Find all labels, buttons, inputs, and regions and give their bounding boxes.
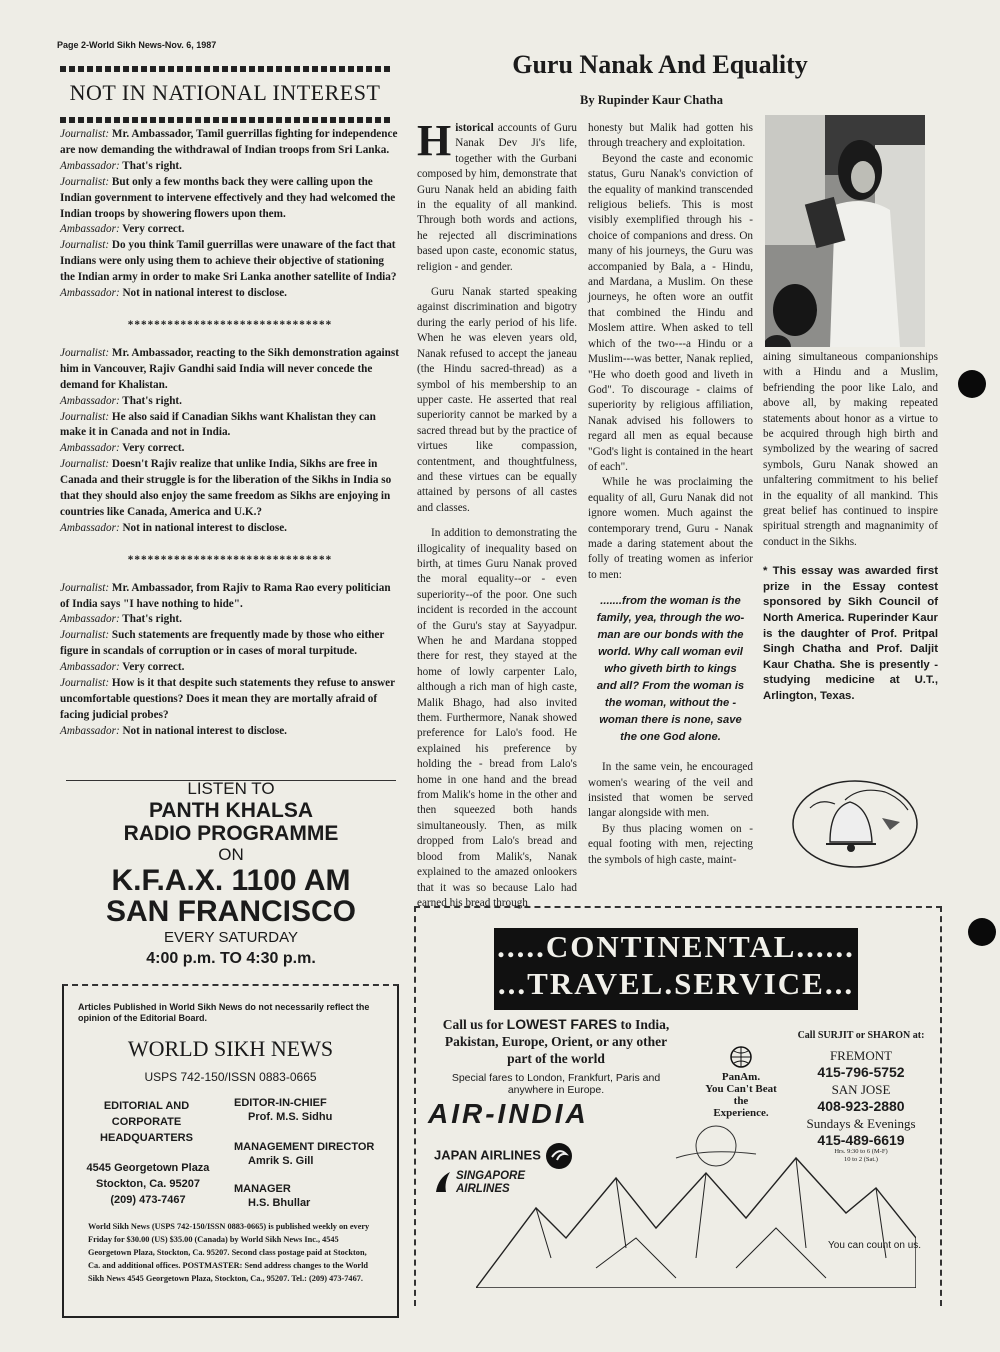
quote-line: woman there is none, save bbox=[599, 714, 742, 727]
panam-line: You Can't Beat bbox=[705, 1083, 777, 1095]
article-photo bbox=[765, 115, 925, 347]
ad-callout bbox=[436, 1016, 676, 1067]
radio-programme-name: PANTH KHALSA bbox=[148, 799, 314, 822]
interview-text: Very correct. bbox=[122, 661, 185, 674]
city-san-jose: SAN JOSE bbox=[831, 1082, 891, 1097]
quote-line: who giveth birth to kings bbox=[604, 663, 737, 676]
usps-number: USPS 742-150/ISSN 0883-0665 bbox=[144, 1070, 317, 1084]
page-folio: Page 2-World Sikh News-Nov. 6, 1987 bbox=[57, 40, 217, 50]
hq-line: HEADQUARTERS bbox=[100, 1132, 193, 1144]
speaker-label: Ambassador: bbox=[60, 223, 120, 236]
ad-banner bbox=[494, 928, 858, 1010]
binder-hole bbox=[968, 918, 996, 946]
hq-line: EDITORIAL AND bbox=[103, 1100, 190, 1112]
address-line: 4545 Georgetown Plaza bbox=[86, 1162, 210, 1174]
speaker-label: Journalist: bbox=[60, 239, 110, 252]
manager-name: H.S. Bhullar bbox=[248, 1197, 311, 1209]
quote-line: .......from the woman is the bbox=[600, 595, 741, 608]
quote-line: the one God alone. bbox=[620, 731, 721, 744]
interview-line bbox=[60, 286, 400, 302]
interview-text: That's right. bbox=[122, 613, 182, 626]
binder-hole bbox=[958, 370, 986, 398]
speaker-label: Journalist: bbox=[60, 346, 110, 359]
air-india-logo: AIR-INDIA bbox=[428, 1098, 589, 1129]
article-column-1 bbox=[417, 116, 577, 911]
speaker-label: Journalist: bbox=[60, 128, 110, 140]
ad-tagline: You can count on us. bbox=[828, 1240, 922, 1251]
speaker-label: Journalist: bbox=[60, 175, 110, 188]
interview-text: Very correct. bbox=[122, 223, 185, 236]
travel-ad bbox=[414, 906, 942, 1306]
headquarters-address bbox=[78, 1160, 218, 1208]
lead-word: istorical bbox=[455, 122, 494, 134]
address-line: (209) 473-7467 bbox=[110, 1194, 186, 1206]
panam-line: the bbox=[733, 1095, 749, 1107]
scripture-quote bbox=[588, 593, 753, 746]
radio-programme-name-2: RADIO PROGRAMME bbox=[123, 822, 339, 845]
interview-line bbox=[60, 159, 400, 175]
editor-name: Prof. M.S. Sidhu bbox=[248, 1111, 333, 1123]
editor-role: EDITOR-IN-CHIEF bbox=[234, 1097, 327, 1109]
paragraph: Guru Nanak started speaking against discrimination and bigotry during the early period of his life. When he was eleven years old, Nanak refused to accept the janeau (the Hindu sacred-thread) as a symbol of his membership to an upper caste. He asserted that real superiority cannot be marked by a sacred thread but by the practice of virtues like compassion, contentment, and thoughtfulness, and these virtues can be equally attained by persons of all castes and classes. bbox=[417, 286, 577, 514]
interview-text: Doesn't Rajiv realize that unlike India, Sikhs are free in Canada and their struggle is for the liberation of the Sikhs in India so that they should also enjoy the same freedom as Sikhs are enjoying in countries like Canada, America and U.K.? bbox=[60, 458, 392, 518]
interview-line bbox=[60, 521, 400, 537]
callout-emphasis: LOWEST FARES bbox=[506, 1016, 618, 1032]
paper-name: WORLD SIKH NEWS bbox=[127, 1036, 334, 1061]
paragraph: aining simultaneous companionships with a Hindu and a Muslim, befriending the poor like Lalo, and above all, by making repeated statements about honor as a virtue to be acquired through high birth and symbolized by the wearing of sacred symbols, Guru Nanak showed an unfaltering commitment to his belief in the equality of all mankind. This great belief has continued to inspire spiritual strength and magnanimity of conduct in the Sikhs. bbox=[763, 351, 938, 548]
lead-paragraph bbox=[417, 116, 577, 275]
interview-line bbox=[60, 660, 400, 676]
interview-text: That's right. bbox=[122, 394, 182, 407]
special-fares: Special fares to London, Frankfurt, Paris and anywhere in Europe. bbox=[451, 1072, 661, 1096]
publication-statement: World Sikh News (USPS 742-150/ISSN 0883-0665) is published weekly on every Friday for $30.00 (US) $35.00 (Canada) by World Sikh News Inc., 4545 Georgetown Plaza, Stockton, Ca. 95207. Second class postage paid at Stockton, Ca. and additional offices. POSTMASTER: Send address changes to the World Sikh News 4545 Georgetown Plaza, Stockton, Ca., 95207. Tel.: (209) 473-7467. bbox=[88, 1222, 370, 1283]
callout-text: to India, Pakistan, Europe, Orient, or any other part of the world bbox=[444, 1017, 670, 1066]
article-column-2 bbox=[588, 121, 753, 868]
city-fremont: FREMONT bbox=[829, 1048, 893, 1063]
radio-day: EVERY SATURDAY bbox=[164, 929, 298, 946]
panam-line: PanAm. bbox=[721, 1071, 761, 1083]
sundays-evenings: Sundays & Evenings bbox=[806, 1116, 916, 1131]
disclaimer: Articles Published in World Sikh News do not necessarily reflect the opinion of the Editorial Board. bbox=[78, 1002, 370, 1023]
hq-line: CORPORATE bbox=[111, 1116, 182, 1128]
director-role: MANAGEMENT DIRECTOR bbox=[234, 1141, 375, 1153]
interview-line bbox=[60, 346, 400, 394]
interview-line bbox=[60, 628, 400, 660]
quote-line: world. Why call woman evil bbox=[598, 646, 743, 659]
article-column-3 bbox=[763, 350, 938, 705]
author-note: * This essay was awarded first prize in the Essay contest sponsored by Sikh Council of North America. Ruperinder Kaur is the daughter of Prof. Pritpal Singh Chatha and Prof. Daljit Kaur Chatha. She is presently - studying medicine at U.T., Arlington, Texas. bbox=[763, 565, 938, 703]
speaker-label: Journalist: bbox=[60, 458, 110, 471]
interview-text: How is it that despite such statements they refuse to answer uncomfortable questions? Does it mean they are mortally afraid of facing judicial probes? bbox=[60, 677, 395, 721]
speaker-label: Journalist: bbox=[60, 677, 110, 690]
lead-text: accounts of Guru Nanak Dev Ji's life, together with the Gurbani composed by him, demonstrate that Guru Nanak held an abiding faith in the equality of all mankind. Through both words and actions, he rejected all discriminations based upon caste, economic status, religion - and gender. bbox=[417, 122, 577, 273]
interview-text: Not in national interest to disclose. bbox=[122, 287, 287, 300]
bell-illustration bbox=[790, 778, 920, 870]
singapore-line: AIRLINES bbox=[456, 1183, 510, 1195]
callout-text: Call us for bbox=[442, 1017, 504, 1032]
speaker-label: Ambassador: bbox=[60, 159, 120, 172]
column-title: NOT IN NATIONAL INTEREST bbox=[69, 80, 381, 105]
quote-line: man are our bonds with the bbox=[597, 629, 744, 642]
paragraph: In the same vein, he encouraged women's wearing of the veil and insisted that women be served langar alongside with men. bbox=[588, 761, 753, 820]
bird-icon bbox=[434, 1170, 452, 1194]
banner-line: ...TRAVEL.SERVICE... bbox=[497, 966, 855, 1001]
contact-heading: Call SURJIT or SHARON at: bbox=[797, 1030, 925, 1041]
phone-evenings: 415-489-6619 bbox=[817, 1132, 905, 1148]
interview-text: Mr. Ambassador, Tamil guerrillas fighting for independence are now demanding the withdrawal of Indian troops from Sri Lanka. bbox=[60, 128, 398, 156]
section-divider: ******************************* bbox=[127, 553, 333, 566]
speaker-label: Ambassador: bbox=[60, 661, 120, 674]
radio-city: SAN FRANCISCO bbox=[105, 895, 356, 928]
interview-text: That's right. bbox=[122, 159, 182, 172]
phone-san-jose: 408-923-2880 bbox=[817, 1098, 905, 1114]
interview-line bbox=[60, 441, 400, 457]
panam-logo bbox=[704, 1046, 778, 1119]
decorative-rule-bottom bbox=[60, 117, 390, 123]
interview-text: Such statements are frequently made by those who either figure in scandals of corruption or in cases of moral turpitude. bbox=[60, 629, 385, 658]
interview-line bbox=[60, 394, 400, 410]
interview-line bbox=[60, 222, 400, 238]
editor-credit bbox=[234, 1096, 394, 1124]
paragraph: Beyond the caste and economic status, Guru Nanak's conviction of the equality of mankind transcended religious beliefs. This is most visibly exemplified through his - choice of companions and dress. On many of his journeys, the Guru was accompanied by Bala, a - Hindu, and Mardana, a Muslim. On these journeys, he often wore an outfit that combined the Hindu and Moslem attire. When asked to tell which of the two---a Hindu or a Muslim---was better, Nanak replied, "He who doeth good and liveth in God". To discourage - claims of superiority by religious affiliation, Nanak advised his followers to regard all men as equal because "God's light is contained in the heart of each". bbox=[588, 152, 753, 473]
hours-line: Hrs. 9:30 to 6 (M-F) bbox=[834, 1148, 888, 1155]
speaker-label: Ambassador: bbox=[60, 521, 120, 534]
manager-role: MANAGER bbox=[234, 1183, 291, 1195]
paragraph: In addition to demonstrating the illogicality of inequality based on birth, at times Guru Nanak proved the moral equality--or - even superiority--of the poor. One such incident is recorded in the account of the Guru's stay at Sayyadpur. When he and Mardana stopped there for rest, they stayed at the home of lowly carpenter Lalo, although a rich man of high caste, Malik Bhago, had also invited them. Furthermore, Nanak showed preference for Lalo's food. He explained his preference by holding the - bread from Lalo's home in one hand and the bread from Malik's home in the other and then squeezed both hands simultaneously. Then, as milk dropped from Lalo's bread and blood from Malik's, Nanak explained to the amazed onlookers that it was so because Lalo had earned his bread through bbox=[417, 527, 577, 909]
drop-cap: H bbox=[417, 116, 452, 165]
interview-text: Do you think Tamil guerrillas were unaware of the fact that Indians were only using them to achieve their objective of stationing the Indian army in order to make Sri Lanka another satellite of India? bbox=[60, 239, 397, 284]
interview-line bbox=[60, 612, 400, 628]
interview-text: Not in national interest to disclose. bbox=[122, 521, 287, 534]
manager-credit bbox=[234, 1182, 394, 1210]
jal-text: JAPAN AIRLINES bbox=[434, 1147, 541, 1163]
article-title: Guru Nanak And Equality bbox=[512, 50, 808, 79]
speaker-label: Ambassador: bbox=[60, 442, 120, 455]
interview-line bbox=[60, 676, 400, 724]
globe-icon bbox=[730, 1046, 752, 1068]
address-line: Stockton, Ca. 95207 bbox=[96, 1178, 200, 1190]
radio-on: ON bbox=[218, 845, 244, 864]
speaker-label: Journalist: bbox=[60, 410, 110, 423]
interview-text: Mr. Ambassador, from Rajiv to Rama Rao every politician of India says "I have nothing to hide". bbox=[60, 581, 391, 610]
section-divider: ******************************* bbox=[127, 318, 333, 331]
speaker-label: Journalist: bbox=[60, 629, 110, 642]
interview-line bbox=[60, 175, 400, 223]
speaker-label: Ambassador: bbox=[60, 724, 120, 737]
director-credit bbox=[234, 1140, 394, 1168]
quote-line: family, yea, through the wo- bbox=[596, 612, 745, 625]
quote-line: and all? From the woman is bbox=[596, 680, 745, 693]
panam-line: Experience. bbox=[713, 1107, 769, 1119]
headquarters-label bbox=[84, 1098, 209, 1146]
interview-line bbox=[60, 410, 400, 442]
masthead-box bbox=[62, 984, 399, 1318]
radio-listen-to: LISTEN TO bbox=[187, 779, 275, 798]
interview-line bbox=[60, 724, 400, 740]
article-byline: By Rupinder Kaur Chatha bbox=[580, 93, 723, 107]
banner-line: .....CONTINENTAL...... bbox=[497, 929, 855, 964]
speaker-label: Ambassador: bbox=[60, 613, 120, 626]
radio-station: K.F.A.X. 1100 AM bbox=[111, 864, 351, 897]
paragraph: honesty but Malik had gotten his through treachery and exploitation. bbox=[588, 122, 753, 150]
mountain-illustration bbox=[476, 1118, 916, 1288]
singapore-line: SINGAPORE bbox=[456, 1170, 526, 1182]
interview-line bbox=[60, 457, 400, 521]
radio-programme-ad bbox=[66, 780, 396, 968]
paragraph: By thus placing women on - equal footing with men, rejecting the symbols of high caste, maint- bbox=[588, 822, 753, 866]
interview-text: But only a few months back they were calling upon the Indian government to intervene effectively and they had welcomed the Indian troops by showering flowers upon them. bbox=[60, 175, 396, 220]
quote-line: the woman, without the - bbox=[604, 697, 737, 710]
interview-line bbox=[60, 581, 400, 613]
speaker-label: Journalist: bbox=[60, 581, 110, 594]
speaker-label: Ambassador: bbox=[60, 394, 120, 407]
interview-line bbox=[60, 127, 400, 159]
interview-text: Mr. Ambassador, reacting to the Sikh demonstration against him in Vancouver, Rajiv Gandhi said India will never concede the demand for Khalistan. bbox=[60, 346, 399, 391]
interview-text: He also said if Canadian Sikhs want Khalistan they can make it in Canada and not in India. bbox=[60, 410, 376, 439]
decorative-rule-top bbox=[60, 66, 390, 72]
interview-text: Very correct. bbox=[122, 442, 185, 455]
phone-fremont: 415-796-5752 bbox=[817, 1064, 905, 1080]
hours-line: 10 to 2 (Sat.) bbox=[844, 1156, 878, 1163]
interview-text: Not in national interest to disclose. bbox=[122, 724, 287, 737]
director-name: Amrik S. Gill bbox=[248, 1155, 314, 1167]
interview-line bbox=[60, 238, 400, 286]
radio-time: 4:00 p.m. TO 4:30 p.m. bbox=[146, 950, 316, 967]
paragraph: While he was proclaiming the equality of all, Guru Nanak did not ignore women. Much against the contemporary trend, Guru - Nanak made a daring statement about the folly of treating women as inferior to men: bbox=[588, 476, 753, 581]
interview-column bbox=[60, 127, 400, 740]
speaker-label: Ambassador: bbox=[60, 287, 120, 300]
